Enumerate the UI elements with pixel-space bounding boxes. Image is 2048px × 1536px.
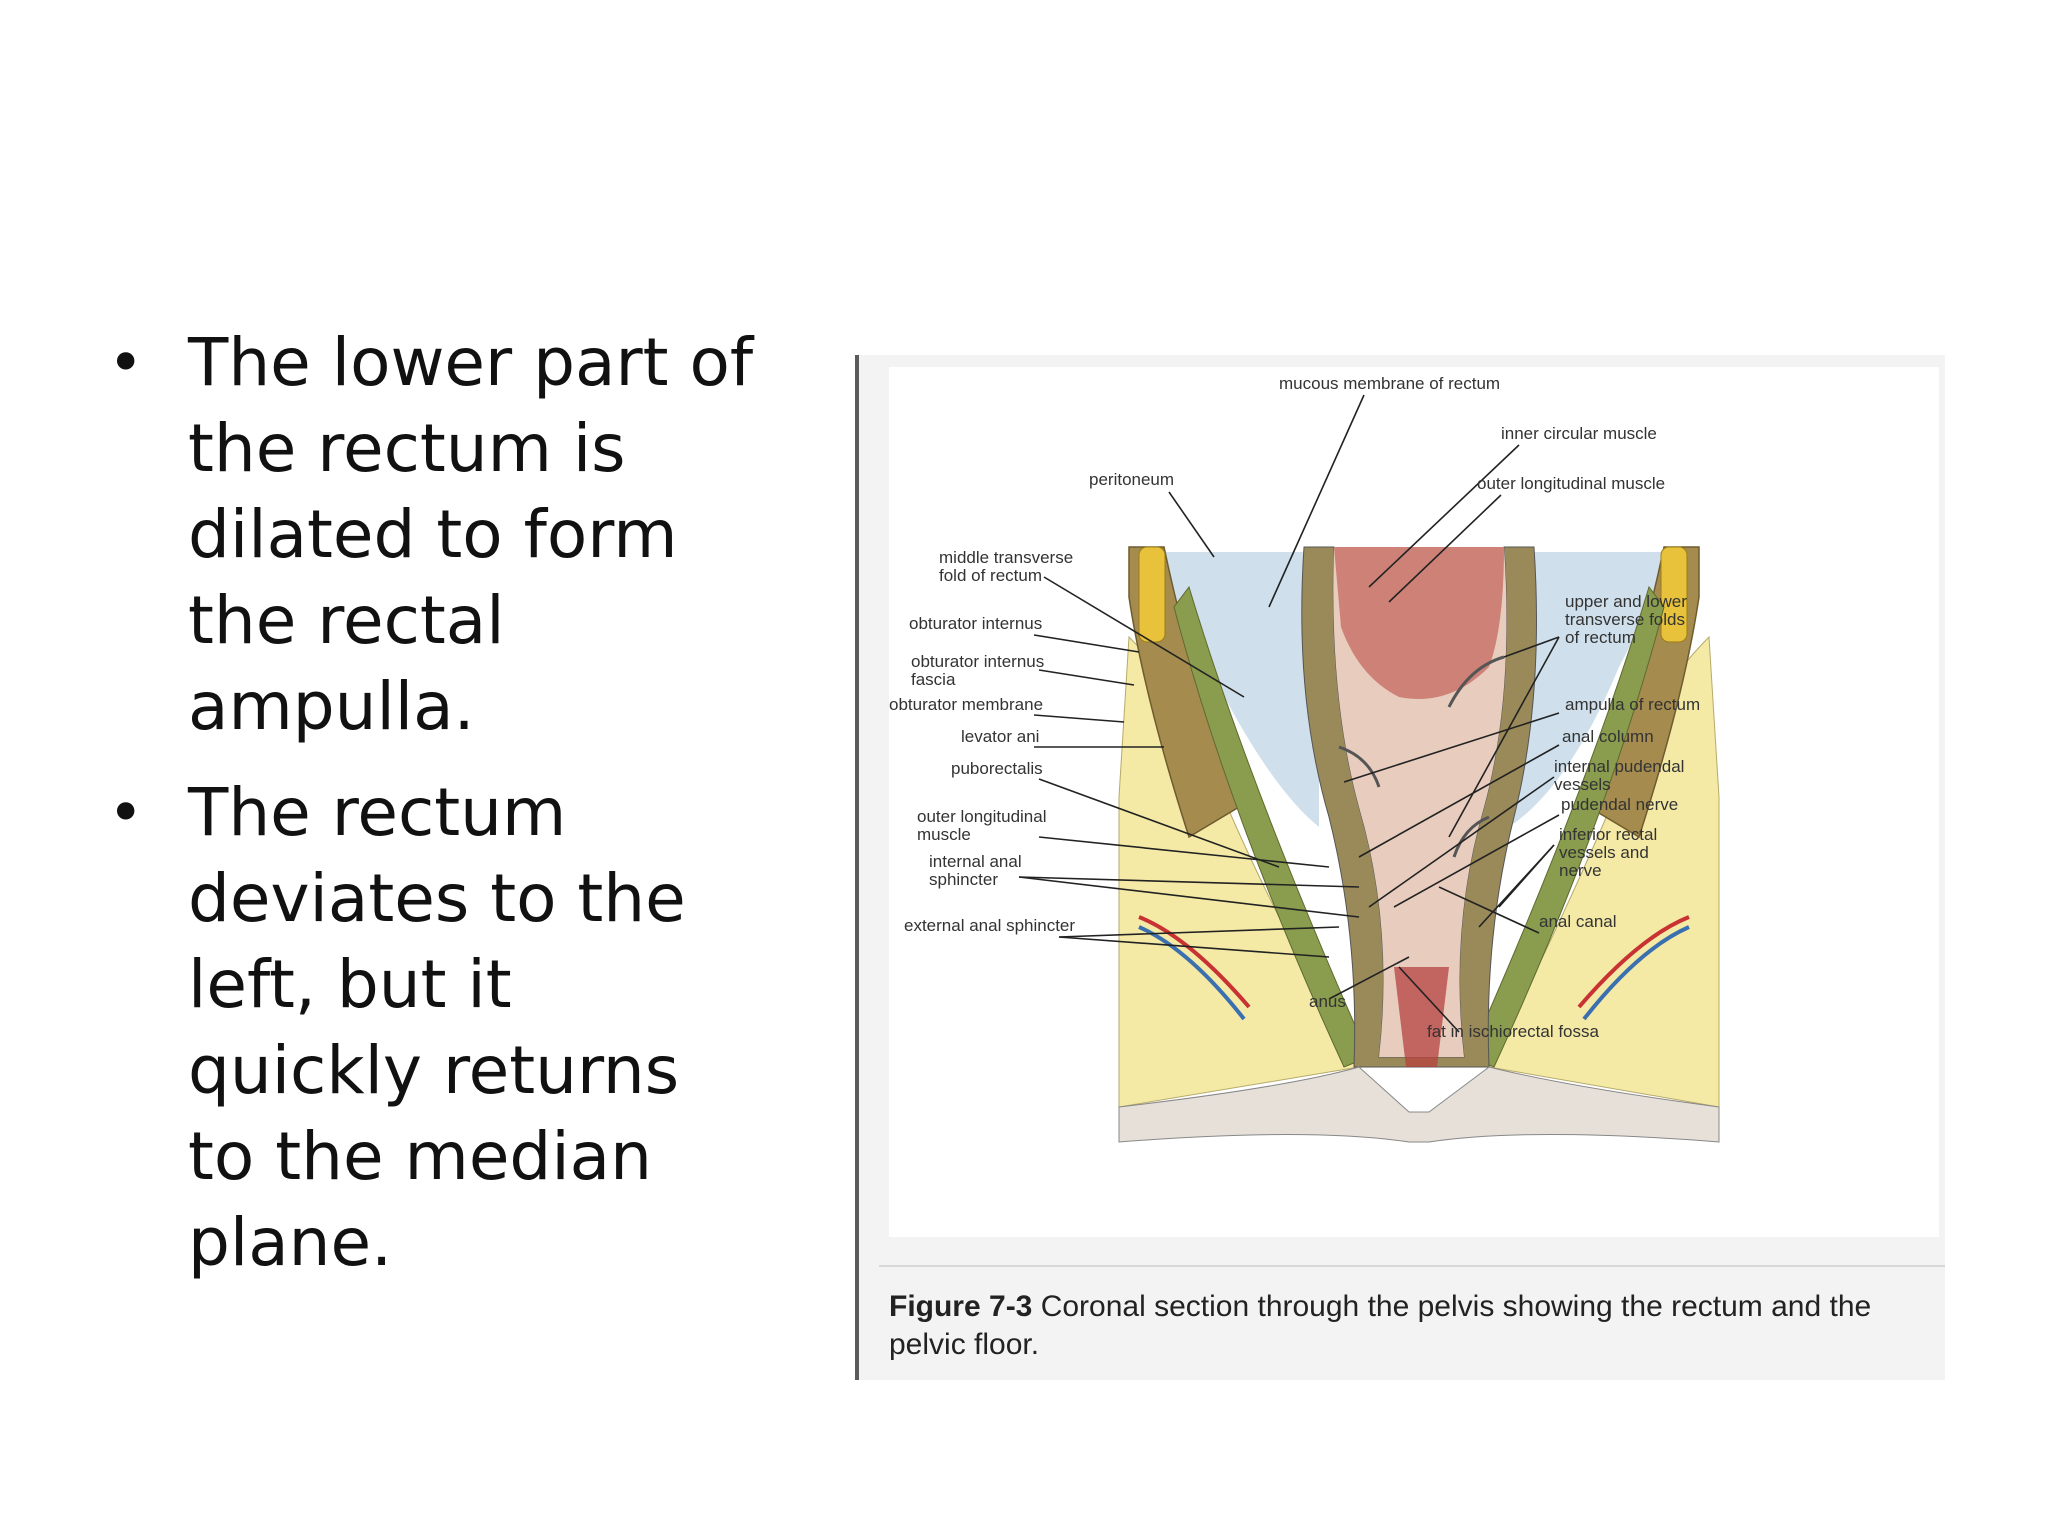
figure-caption-label: Figure 7-3: [889, 1290, 1033, 1323]
label-outer-longitudinal-muscle: muscle: [917, 825, 971, 844]
label-levator-ani: levator ani: [961, 727, 1040, 746]
label-pudendal-nerve: pudendal nerve: [1561, 795, 1679, 814]
bullet-line: left, but it: [188, 946, 512, 1023]
label-middle-transverse-fold: middle transverse: [939, 548, 1074, 567]
label-peritoneum: peritoneum: [1089, 470, 1175, 489]
label-obturator-internus-fascia: fascia: [911, 670, 956, 689]
bullet-item: [100, 320, 780, 750]
label-inferior-rectal-vessels: nerve: [1559, 861, 1602, 880]
bullet-line: the rectal: [188, 582, 505, 659]
bullet-line: plane.: [188, 1204, 393, 1281]
label-outer-longitudinal-muscle-top: outer longitudinal muscle: [1477, 474, 1666, 493]
label-puborectalis: puborectalis: [951, 759, 1043, 778]
label-upper-lower-folds: of rectum: [1565, 628, 1636, 647]
bullet-line: the rectum is: [188, 410, 626, 487]
label-upper-lower-folds: upper and lower: [1565, 592, 1687, 611]
label-obturator-membrane: obturator membrane: [889, 695, 1044, 714]
bullet-line: deviates to the: [188, 860, 686, 937]
label-obturator-internus: obturator internus: [909, 614, 1043, 633]
label-upper-lower-folds: transverse folds: [1565, 610, 1685, 629]
label-inferior-rectal-vessels: inferior rectal: [1559, 825, 1658, 844]
bullet-line: to the median: [188, 1118, 652, 1195]
label-external-anal-sphincter: external anal sphincter: [904, 916, 1076, 935]
label-anal-canal: anal canal: [1539, 912, 1617, 931]
label-anal-column: anal column: [1562, 727, 1654, 746]
bullet-item: [100, 770, 780, 1286]
bullet-icon: •: [108, 328, 144, 398]
label-anus: anus: [1309, 992, 1346, 1011]
rectum-coronal-section-diagram: [889, 367, 1939, 1237]
figure-caption: [889, 1288, 1929, 1364]
bullet-line: The rectum: [188, 774, 567, 851]
label-internal-anal-sphincter: sphincter: [929, 870, 998, 889]
bullet-line: quickly returns: [188, 1032, 680, 1109]
figure-divider: [879, 1265, 1945, 1267]
label-fat-ischiorectal-fossa: fat in ischiorectal fossa: [1427, 1022, 1599, 1041]
figure-panel: [855, 355, 1945, 1380]
label-inner-circular-muscle: inner circular muscle: [1501, 424, 1657, 443]
label-ampulla-of-rectum: ampulla of rectum: [1565, 695, 1701, 714]
label-internal-pudendal-vessels: vessels: [1554, 775, 1611, 794]
ilium-left: [1139, 547, 1165, 642]
label-middle-transverse-fold: fold of rectum: [939, 566, 1042, 585]
bullet-icon: •: [108, 778, 144, 848]
bullet-line: dilated to form: [188, 496, 678, 573]
bullet-list: [100, 320, 780, 1306]
figure-caption-text: Coronal section through the pelvis showing the rectum and the pelvic floor.: [889, 1290, 1872, 1361]
figure-illustration-area: [889, 367, 1939, 1237]
label-internal-anal-sphincter: internal anal: [929, 852, 1022, 871]
label-inferior-rectal-vessels: vessels and: [1559, 843, 1649, 862]
label-obturator-internus-fascia: obturator internus: [911, 652, 1045, 671]
label-internal-pudendal-vessels: internal pudendal: [1554, 757, 1685, 776]
bullet-line: ampulla.: [188, 668, 475, 745]
label-mucous-membrane: mucous membrane of rectum: [1279, 374, 1501, 393]
label-outer-longitudinal-muscle: outer longitudinal: [917, 807, 1047, 826]
bullet-line: The lower part of: [188, 324, 754, 401]
